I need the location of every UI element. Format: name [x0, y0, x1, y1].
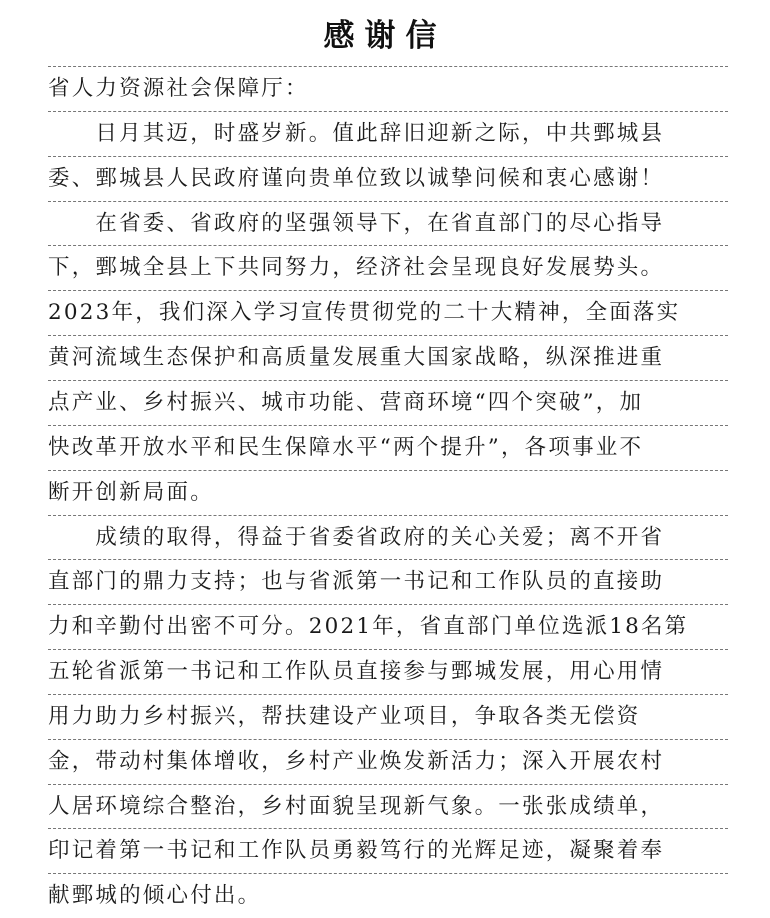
letter-line: 委、鄄城县人民政府谨向贵单位致以诚挚问候和衷心感谢！ [48, 165, 665, 191]
letter-line: 快改革开放水平和民生保障水平“两个提升”，各项事业不 [48, 434, 644, 460]
letter-line: 日月其迈，时盛岁新。值此辞旧迎新之际，中共鄄城县 [48, 120, 665, 146]
ruled-line [48, 290, 728, 291]
ruled-line [48, 201, 728, 202]
ruled-line [48, 649, 728, 650]
ruled-line [48, 694, 728, 695]
letter-line: 点产业、乡村振兴、城市功能、营商环境“四个突破”，加 [48, 389, 644, 415]
ruled-line [48, 784, 728, 785]
salutation: 省人力资源社会保障厅： [48, 76, 309, 101]
letter-title: 感谢信 [323, 18, 447, 54]
ruled-line [48, 470, 728, 471]
ruled-line [48, 156, 728, 157]
ruled-line [48, 873, 728, 874]
letter-line: 成绩的取得，得益于省委省政府的关心关爱；离不开省 [48, 524, 665, 550]
ruled-line [48, 380, 728, 381]
letter-line: 献鄄城的倾心付出。 [48, 883, 262, 909]
letter-line: 在省委、省政府的坚强领导下，在省直部门的尽心指导 [48, 210, 665, 236]
ruled-line [48, 335, 728, 336]
letter-line: 五轮省派第一书记和工作队员直接参与鄄城发展，用心用情 [48, 659, 665, 685]
letter-line: 断开创新局面。 [48, 479, 214, 505]
ruled-line [48, 245, 728, 246]
ruled-line [48, 739, 728, 740]
letter-line: 人居环境综合整治，乡村面貌呈现新气象。一张张成绩单， [48, 793, 665, 819]
letter-line: 力和辛勤付出密不可分。2021年，省直部门单位选派18名第 [48, 614, 689, 640]
ruled-line [48, 111, 728, 112]
ruled-line [48, 66, 728, 67]
letter-line: 黄河流域生态保护和高质量发展重大国家战略，纵深推进重 [48, 345, 665, 371]
letter-line: 用力助力乡村振兴，帮扶建设产业项目，争取各类无偿资 [48, 703, 641, 729]
ruled-line [48, 425, 728, 426]
letter-line: 直部门的鼎力支持；也与省派第一书记和工作队员的直接助 [48, 569, 665, 595]
ruled-line [48, 559, 728, 560]
letter-line: 印记着第一书记和工作队员勇毅笃行的光辉足迹，凝聚着奉 [48, 838, 665, 864]
letter-line: 下，鄄城全县上下共同努力，经济社会呈现良好发展势头。 [48, 255, 665, 281]
letter-line: 2023年，我们深入学习宣传贯彻党的二十大精神，全面落实 [48, 300, 681, 326]
letter-line: 金，带动村集体增收，乡村产业焕发新活力；深入开展农村 [48, 748, 665, 774]
ruled-line [48, 828, 728, 829]
ruled-line [48, 515, 728, 516]
ruled-line [48, 604, 728, 605]
